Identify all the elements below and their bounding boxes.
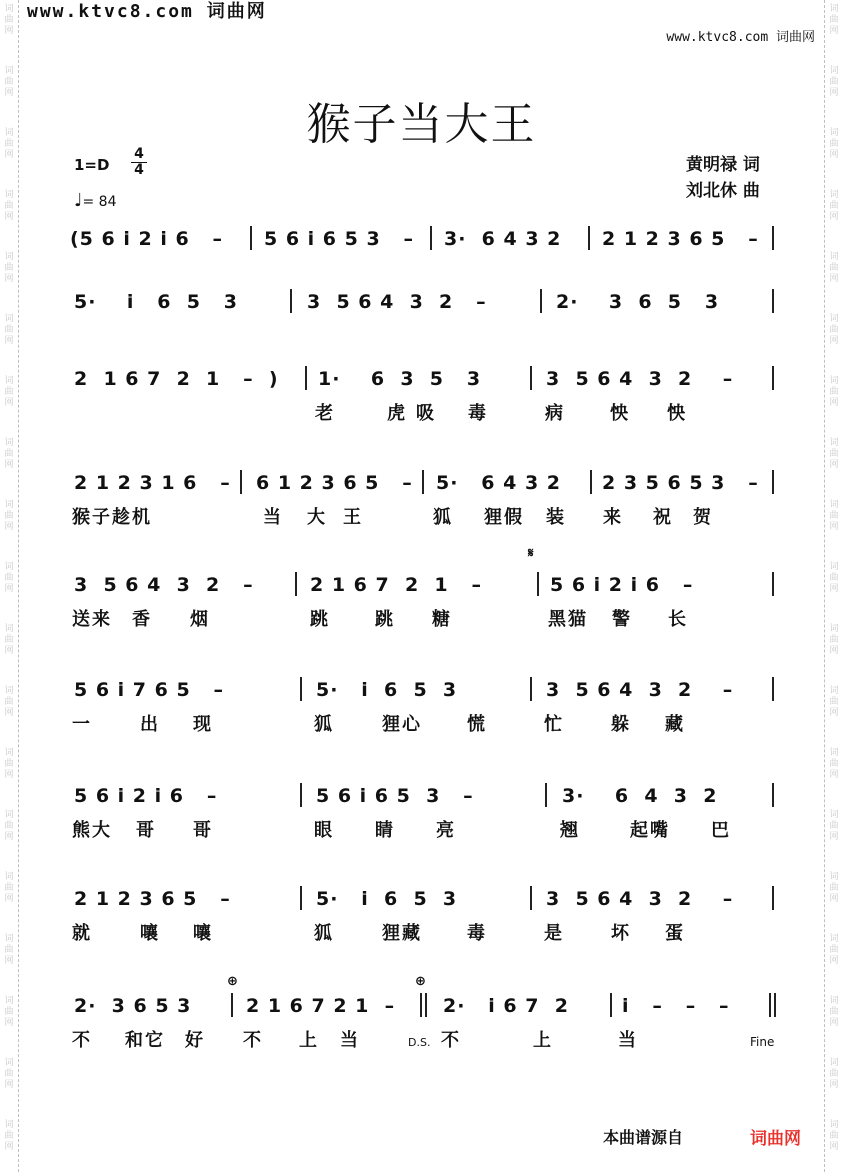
notation-line bbox=[0, 226, 843, 256]
barline bbox=[250, 226, 252, 250]
lyric-word: 当 bbox=[263, 507, 283, 528]
lyrics-line bbox=[0, 402, 843, 432]
barline bbox=[537, 572, 539, 596]
score-row bbox=[0, 886, 843, 976]
lyric-word: 不 bbox=[72, 1030, 92, 1051]
barline bbox=[231, 993, 233, 1017]
source-label: 本曲谱源自 bbox=[603, 1128, 684, 1147]
lyric-word: 警 bbox=[612, 609, 632, 630]
measure-notes: 5· i 6 5 3 bbox=[316, 679, 458, 701]
measure-notes: 1· 6 3 5 3 bbox=[318, 368, 482, 390]
measure-notes: 5 6 i 6 5 3 – bbox=[264, 228, 415, 250]
lyric-word: 老 bbox=[315, 403, 335, 424]
lyric-word: 狐 bbox=[433, 507, 453, 528]
lyric-word: 哥 bbox=[193, 820, 213, 841]
measure-notes: 5 6 i 2 i 6 – bbox=[74, 785, 218, 807]
lyric-word: 怏 bbox=[610, 403, 630, 424]
measure-notes: 2 1 6 7 2 1 – ) bbox=[74, 368, 279, 390]
lyric-word: 装 bbox=[546, 507, 566, 528]
lyric-word: 狐 bbox=[314, 714, 334, 735]
lyric-word: 猴子趁机 bbox=[72, 507, 152, 528]
barline bbox=[420, 993, 422, 1017]
side-watermark: 词 曲 网 bbox=[829, 872, 839, 904]
measure-notes: 5 6 i 2 i 6 – bbox=[550, 574, 694, 596]
side-watermark: 词 曲 网 bbox=[829, 376, 839, 408]
side-watermark: 词 曲 网 bbox=[4, 252, 14, 284]
lyric-word: 跳 bbox=[375, 609, 395, 630]
measure-notes: 2 1 6 7 2 1 – bbox=[246, 995, 396, 1017]
score-row bbox=[0, 783, 843, 873]
lyric-word: 上 bbox=[299, 1030, 319, 1051]
notation-line bbox=[0, 886, 843, 916]
barline bbox=[772, 226, 774, 250]
barline bbox=[772, 470, 774, 494]
barline bbox=[295, 572, 297, 596]
measure-notes: 5 6 i 7 6 5 – bbox=[74, 679, 225, 701]
lyricist-credit: 黄明禄 词 bbox=[686, 155, 760, 175]
lyric-word: 病 bbox=[545, 403, 565, 424]
site-url-left[interactable]: www.ktvc8.com 词曲网 bbox=[27, 1, 267, 22]
lyric-word: 当 bbox=[340, 1030, 360, 1051]
barline bbox=[774, 993, 776, 1017]
lyrics-line bbox=[0, 819, 843, 849]
lyric-word: 忙 bbox=[544, 714, 564, 735]
barline bbox=[769, 993, 771, 1017]
barline bbox=[422, 470, 424, 494]
lyric-word: 和它 bbox=[125, 1030, 165, 1051]
barline bbox=[588, 226, 590, 250]
notation-line bbox=[0, 366, 843, 396]
side-watermark: 词 曲 网 bbox=[829, 562, 839, 594]
barline bbox=[530, 366, 532, 390]
score-row bbox=[0, 366, 843, 456]
barline bbox=[240, 470, 242, 494]
lyric-word: 当 bbox=[618, 1030, 638, 1051]
measure-notes: 2 1 6 7 2 1 – bbox=[310, 574, 482, 596]
notation-line bbox=[0, 783, 843, 813]
side-watermark: 词 曲 网 bbox=[4, 934, 14, 966]
side-watermark: 词 曲 网 bbox=[4, 376, 14, 408]
coda-mark-2: ⊕ bbox=[415, 974, 426, 989]
lyric-word: 就 bbox=[72, 923, 92, 944]
lyric-word: 坏 bbox=[611, 923, 631, 944]
meter-top: 4 bbox=[134, 146, 144, 162]
side-watermark: 词 曲 网 bbox=[829, 748, 839, 780]
measure-notes: 2· i 6 7 2 bbox=[443, 995, 569, 1017]
lyric-word: 翘 bbox=[560, 820, 580, 841]
barline bbox=[772, 572, 774, 596]
score-row bbox=[0, 572, 843, 662]
site-url-right[interactable]: www.ktvc8.com 词曲网 bbox=[666, 30, 815, 45]
measure-notes: 2· 3 6 5 3 bbox=[74, 995, 192, 1017]
side-watermark: 词 曲 网 bbox=[829, 252, 839, 284]
side-watermark: 词 曲 网 bbox=[829, 810, 839, 842]
side-watermark: 词 曲 网 bbox=[4, 996, 14, 1028]
barline bbox=[425, 993, 427, 1017]
lyric-word: 眼 bbox=[314, 820, 334, 841]
brand-logo[interactable]: 词曲网 bbox=[750, 1129, 801, 1149]
notation-line bbox=[0, 289, 843, 319]
barline bbox=[540, 289, 542, 313]
lyric-word: 狐 bbox=[314, 923, 334, 944]
notation-line bbox=[0, 470, 843, 500]
ds-mark: D.S. bbox=[408, 1036, 431, 1049]
lyric-word: 是 bbox=[544, 923, 564, 944]
barline bbox=[290, 289, 292, 313]
measure-notes: 2 1 2 3 6 5 – bbox=[602, 228, 759, 250]
lyric-word: 出 bbox=[140, 714, 160, 735]
side-watermark: 词 曲 网 bbox=[4, 810, 14, 842]
lyric-word: 毒 bbox=[468, 403, 488, 424]
barline bbox=[545, 783, 547, 807]
lyric-word: 狸心 bbox=[382, 714, 422, 735]
lyric-word: 毒 bbox=[467, 923, 487, 944]
barline bbox=[300, 886, 302, 910]
lyric-word: 熊大 bbox=[72, 820, 112, 841]
barline bbox=[530, 677, 532, 701]
measure-notes: 5 6 i 6 5 3 – bbox=[316, 785, 474, 807]
side-watermark: 词 曲 网 bbox=[829, 996, 839, 1028]
side-watermark: 词 曲 网 bbox=[829, 4, 839, 36]
tempo-value: = 84 bbox=[82, 194, 117, 210]
lyric-word: 不 bbox=[441, 1030, 461, 1051]
side-watermark: 词 曲 网 bbox=[829, 438, 839, 470]
barline bbox=[772, 886, 774, 910]
segno-mark: 𝄋 bbox=[528, 546, 534, 561]
lyric-word: 藏 bbox=[665, 714, 685, 735]
side-watermark: 词 曲 网 bbox=[829, 128, 839, 160]
notation-line bbox=[0, 572, 843, 602]
lyric-word: 一 bbox=[72, 714, 92, 735]
tempo-marking bbox=[74, 190, 117, 211]
side-watermark: 词 曲 网 bbox=[4, 314, 14, 346]
measure-notes: 3 5 6 4 3 2 – bbox=[546, 368, 734, 390]
lyrics-line bbox=[0, 506, 843, 536]
quarter-note-icon: ♩ bbox=[74, 190, 83, 211]
side-watermark: 词 曲 网 bbox=[4, 562, 14, 594]
lyric-word: 黑猫 bbox=[548, 609, 588, 630]
lyric-word: 长 bbox=[668, 609, 688, 630]
barline bbox=[610, 993, 612, 1017]
lyric-word: 吸 bbox=[416, 403, 436, 424]
barline bbox=[772, 289, 774, 313]
lyric-word: 来 bbox=[603, 507, 623, 528]
lyric-word: 香 bbox=[132, 609, 152, 630]
fine-mark: Fine bbox=[750, 1035, 775, 1049]
score-row bbox=[0, 470, 843, 560]
measure-notes: 3· 6 4 3 2 bbox=[562, 785, 718, 807]
lyric-word: 现 bbox=[193, 714, 213, 735]
side-watermark: 词 曲 网 bbox=[4, 500, 14, 532]
lyric-word: 睛 bbox=[375, 820, 395, 841]
barline bbox=[772, 366, 774, 390]
measure-notes: 3 5 6 4 3 2 – bbox=[307, 291, 487, 313]
lyric-word: 亮 bbox=[436, 820, 456, 841]
lyric-word: 嚷 bbox=[140, 923, 160, 944]
side-watermark: 词 曲 网 bbox=[829, 314, 839, 346]
lyric-word: 不 bbox=[243, 1030, 263, 1051]
side-watermark: 词 曲 网 bbox=[829, 500, 839, 532]
notation-line bbox=[0, 993, 843, 1023]
lyric-word: 跳 bbox=[310, 609, 330, 630]
measure-notes: 3 5 6 4 3 2 – bbox=[546, 888, 734, 910]
side-watermark: 词 曲 网 bbox=[4, 66, 14, 98]
measure-notes: 5· i 6 5 3 bbox=[316, 888, 458, 910]
side-watermark: 词 曲 网 bbox=[4, 190, 14, 222]
lyric-word: 狸假 bbox=[484, 507, 524, 528]
lyric-word: 祝 bbox=[653, 507, 673, 528]
lyric-word: 躲 bbox=[611, 714, 631, 735]
key-signature: 1=D bbox=[74, 156, 110, 174]
side-watermark: 词 曲 网 bbox=[829, 1058, 839, 1090]
barline bbox=[300, 783, 302, 807]
time-signature bbox=[131, 147, 147, 178]
composer-credit: 刘北休 曲 bbox=[686, 181, 760, 201]
side-watermark: 词 曲 网 bbox=[4, 4, 14, 36]
song-title: 猴子当大王 bbox=[306, 99, 537, 150]
lyric-word: 哥 bbox=[136, 820, 156, 841]
lyric-word: 上 bbox=[533, 1030, 553, 1051]
lyrics-line bbox=[0, 713, 843, 743]
barline bbox=[772, 677, 774, 701]
side-watermark: 词 曲 网 bbox=[4, 438, 14, 470]
lyric-word: 好 bbox=[185, 1030, 205, 1051]
side-watermark: 词 曲 网 bbox=[4, 686, 14, 718]
lyric-word: 巴 bbox=[711, 820, 731, 841]
measure-notes: 3 5 6 4 3 2 – bbox=[546, 679, 734, 701]
measure-notes: 3 5 6 4 3 2 – bbox=[74, 574, 254, 596]
barline bbox=[300, 677, 302, 701]
lyric-word: 蛋 bbox=[665, 923, 685, 944]
side-watermark: 词 曲 网 bbox=[829, 934, 839, 966]
side-watermark: 词 曲 网 bbox=[829, 1120, 839, 1152]
side-watermark: 词 曲 网 bbox=[4, 624, 14, 656]
side-watermark: 词 曲 网 bbox=[829, 66, 839, 98]
lyric-word: 起嘴 bbox=[630, 820, 670, 841]
measure-notes: 6 1 2 3 6 5 – bbox=[256, 472, 413, 494]
lyric-word: 嚷 bbox=[193, 923, 213, 944]
measure-notes: 2· 3 6 5 3 bbox=[556, 291, 720, 313]
lyric-word: 狸藏 bbox=[382, 923, 422, 944]
lyrics-line bbox=[0, 608, 843, 638]
meter-bottom: 4 bbox=[131, 162, 147, 178]
barline bbox=[430, 226, 432, 250]
notation-line bbox=[0, 677, 843, 707]
coda-mark-1: ⊕ bbox=[227, 974, 238, 989]
lyric-word: 大 bbox=[307, 507, 327, 528]
side-watermark: 词 曲 网 bbox=[4, 872, 14, 904]
lyrics-line bbox=[0, 922, 843, 952]
measure-notes: 5· 6 4 3 2 bbox=[436, 472, 562, 494]
barline bbox=[305, 366, 307, 390]
side-watermark: 词 曲 网 bbox=[829, 686, 839, 718]
lyric-word: 慌 bbox=[467, 714, 487, 735]
measure-notes: 5· i 6 5 3 bbox=[74, 291, 238, 313]
side-watermark: 词 曲 网 bbox=[829, 624, 839, 656]
barline bbox=[590, 470, 592, 494]
measure-notes: 2 1 2 3 1 6 – bbox=[74, 472, 231, 494]
side-watermark: 词 曲 网 bbox=[4, 128, 14, 160]
lyric-word: 虎 bbox=[387, 403, 407, 424]
score-row bbox=[0, 677, 843, 767]
side-watermark: 词 曲 网 bbox=[4, 748, 14, 780]
lyric-word: 送来 bbox=[72, 609, 112, 630]
lyric-word: 烟 bbox=[190, 609, 210, 630]
lyric-word: 糖 bbox=[432, 609, 452, 630]
side-watermark: 词 曲 网 bbox=[4, 1058, 14, 1090]
measure-notes: 2 3 5 6 5 3 – bbox=[602, 472, 759, 494]
measure-notes: 2 1 2 3 6 5 – bbox=[74, 888, 231, 910]
lyric-word: 怏 bbox=[667, 403, 687, 424]
measure-notes: i – – – bbox=[622, 995, 730, 1017]
side-watermark: 词 曲 网 bbox=[4, 1120, 14, 1152]
barline bbox=[772, 783, 774, 807]
side-watermark: 词 曲 网 bbox=[829, 190, 839, 222]
lyric-word: 王 bbox=[343, 507, 363, 528]
barline bbox=[530, 886, 532, 910]
measure-notes: 3· 6 4 3 2 bbox=[444, 228, 562, 250]
measure-notes: (5 6 i 2 i 6 – bbox=[70, 228, 224, 250]
lyric-word: 贺 bbox=[693, 507, 713, 528]
